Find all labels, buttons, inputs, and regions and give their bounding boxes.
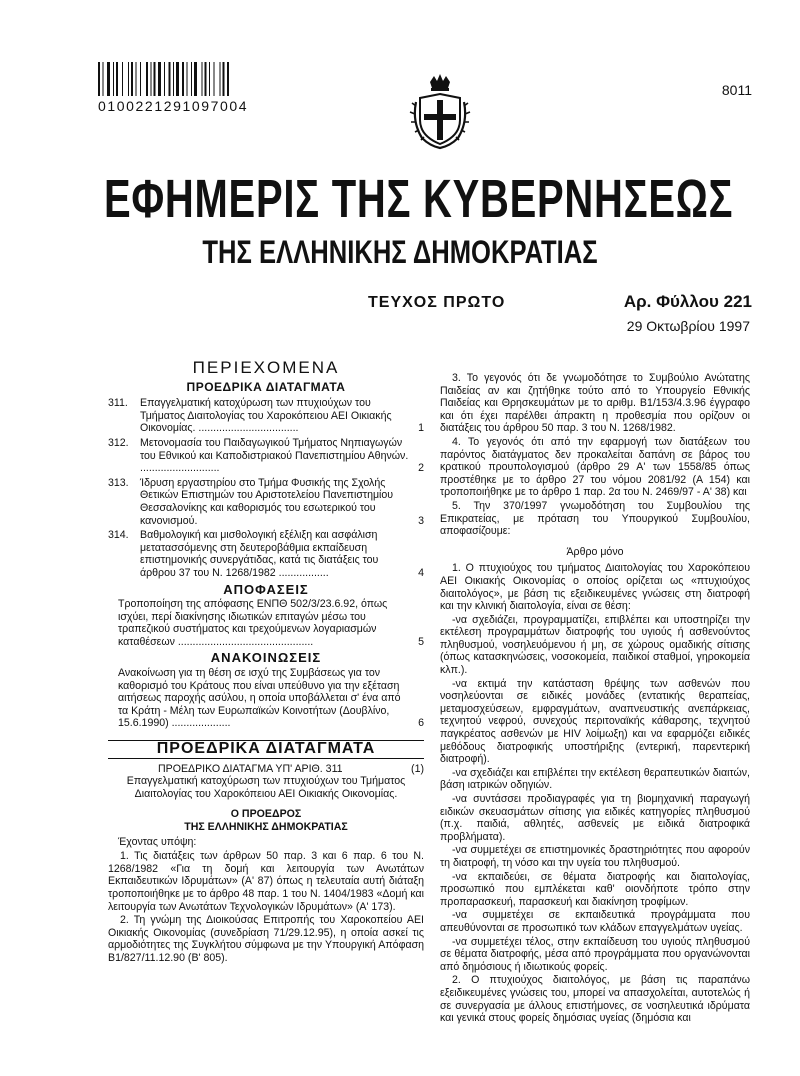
article-paragraph: -να συμμετέχει σε επιστημονικές δραστηριότητες που αφορούν τη διατροφή, τη νόσο και την υγεία του πληθυσμού. (440, 844, 750, 869)
barcode (98, 62, 268, 96)
toc-entry-page: 5 (418, 635, 424, 648)
toc-entry-number: 312. (108, 436, 129, 449)
decree-title: Επαγγελματική κατοχύρωση των πτυχιούχων του Τμήματος Διαιτολογίας του Χαροκόπειου ΑΕΙ Οικιακής Οικονομίας. (126, 775, 406, 800)
contents-heading: ΠΕΡΙΕΧΟΜΕΝΑ (192, 358, 340, 377)
sheet-number: Αρ. Φύλλου 221 (623, 292, 752, 311)
decree-paragraph: 2. Τη γνώμη της Διοικούσας Επιτροπής του Χαροκοπείου ΑΕΙ Οικιακής Οικονομίας (συνεδρίαση 71/29.12.95), η οποία ασκεί τις αρμοδιότητες της Συγκλήτου σύμφωνα με την Υπουργική Απόφαση Β1/827/11.12.90 (Β' 805). (108, 914, 424, 964)
toc-entry-number: 313. (108, 476, 129, 489)
article-paragraph: -να σχεδιάζει και επιβλέπει την εκτέλεση θεραπευτικών διαιτών, βάση ιατρικών οδηγιών. (440, 766, 750, 792)
toc-entry (108, 477, 424, 527)
considering: Έχοντας υπόψη: (118, 835, 197, 848)
article-paragraph: -να συμμετέχει τέλος, στην εκπαίδευση του υγιούς πληθυσμού σε θέματα διατροφής, μέσα από προγράμματα που οργανώνονται από δημόσιους ή ιδιωτικούς φορείς. (440, 935, 750, 973)
gazette-title: ΕΦΗΜΕΡΙΣ ΤΗΣ ΚΥΒΕΡΝΗΣΕΩΣ (104, 169, 734, 229)
toc-entry (108, 598, 424, 648)
decree-paragraph: 1. Τις διατάξεις των άρθρων 50 παρ. 3 και 6 παρ. 6 του Ν. 1268/1982 «Για τη δομή και λειτουργία των Ανωτάτων Εκπαιδευτικών Ιδρυμάτων» (Α' 87) όπως η τελευταία αυτή διάταξη τροποποιήθηκε με το άρθρο 48 παρ. 1 του Ν. 1404/1983 «Δομή και λειτουργία των Ανωτάτων Τεχνολογικών Ιδρυμάτων» (Α' 173). (108, 850, 424, 913)
decree-paragraph: 5. Την 370/1997 γνωμοδότηση του Συμβουλίου της Επικρατείας, με πρόταση του Υπουργικού Συμβουλίου, αποφασίζουμε: (440, 499, 750, 538)
toc-entry-number: 311. (108, 397, 128, 410)
toc-entry-text: Τροποποίηση της απόφασης ΕΝΠΘ 502/3/23.6.92, όπως ισχύει, περί διακίνησης ιδιωτικών επιταγών μέσω του τραπεζικού συστήματος και τρεχούμενων λογαριασμών καταθέσεων .............................................. (118, 598, 388, 648)
decree-number-line (108, 763, 424, 776)
decree-paragraph: 4. Το γεγονός ότι από την εφαρμογή των διατάξεων του παρόντος διατάγματος δεν προκαλείται δαπάνη σε βάρος του κρατικού προυπολογισμού (άρθρο 29 Α' των 1558/85 όπως προστέθηκε με το άρθρο 27 του νόμου 2081/92 (Α 154) και τροποποιήθηκε με το άρθρο 1 παρ. 2α του Ν. 2469/97 - Α' 38) και (440, 435, 750, 499)
issue-label: ΤΕΥΧΟΣ ΠΡΩΤΟ (368, 294, 506, 311)
president-line-2: ΤΗΣ ΕΛΛΗΝΙΚΗΣ ΔΗΜΟΚΡΑΤΙΑΣ (184, 821, 348, 833)
toc-entry (108, 397, 424, 435)
decree-number: ΠΡΟΕΔΡΙΚΟ ΔΙΑΤΑΓΜΑ ΥΠ' ΑΡΙΘ. 311 (158, 762, 343, 775)
left-column (108, 358, 424, 966)
toc-entry-page: 1 (418, 422, 424, 435)
article-paragraph: -να συντάσσει προδιαγραφές για τη βιομηχανική παραγωγή ειδικών σκευασμάτων σίτισης για ειδικές κατηγορίες πληθυσμού (π.χ. παιδιά, αθλητές, ασθενείς με ειδικά διατροφικά προβλήματα). (440, 793, 750, 843)
toc-announcements-heading: ΑΝΑΚΟΙΝΩΣΕΙΣ (210, 650, 322, 666)
toc-entry (108, 529, 424, 579)
issue-date: 29 Οκτωβρίου 1997 (626, 318, 750, 334)
page-number: 8011 (721, 82, 752, 98)
toc-entry-page: 4 (418, 566, 424, 579)
article-heading: Άρθρο μόνο (566, 545, 624, 558)
toc-entry-page: 6 (418, 717, 424, 730)
article-paragraph: -να συμμετέχει σε εκπαιδευτικά προγράμματα που απευθύνονται σε προσωπικό των κλάδων επαγγελμάτων υγείας. (440, 909, 750, 934)
toc-entry-text: Ίδρυση εργαστηρίου στο Τμήμα Φυσικής της Σχολής Θετικών Επιστημών του Αριστοτελείου Πανεπιστημίου Θεσσαλονίκης και καθορισμός του εσωτερικού του κανονισμού. (140, 476, 394, 527)
toc-entry (108, 667, 424, 730)
decrees-section-heading: ΠΡΟΕΔΡΙΚΑ ΔΙΑΤΑΓΜΑΤΑ (108, 740, 424, 759)
toc-entry-page: 2 (418, 462, 424, 475)
toc-entry-text: Μετονομασία του Παιδαγωγικού Τμήματος Νηπιαγωγών του Εθνικού και Καποδιστριακού Πανεπιστημίου Αθηνών. ........................... (140, 436, 409, 475)
article-paragraph: -να σχεδιάζει, προγραμματίζει, επιβλέπει και υποστηρίζει την εκτέλεση προγραμμάτων διατροφής του υγιούς ή ασθενούντος πληθυσμού, νοσηλευόμενου ή μη, σε χώρους ομαδικής σίτισης (όπως κατασκηνώσεις, νοσοκομεία, παιδικοί σταθμοί, γηροκομεία κλπ.). (440, 613, 750, 677)
toc-decisions-heading: ΑΠΟΦΑΣΕΙΣ (223, 581, 309, 597)
article-paragraph: -να εκτιμά την κατάσταση θρέψης των ασθενών που νοσηλεύονται σε ειδικές μονάδες (εντατικής θεραπείας, μεταμοσχεύσεων, εμφραγμάτων, αναπνευστικής ανεπάρκειας, τεχνητού νεφρού, συνεχούς περιτοναϊκής κάθαρσης, τεχνητού παγκρέατος ασθενών με HIV λοίμωξη) και να εφαρμόζει ειδικές μεθόδους διατροφικής υποστήριξης (εντερική, παρεντερική διατροφή). (440, 677, 750, 766)
article-paragraph: 1. Ο πτυχιούχος του τμήματος Διαιτολογίας του Χαροκόπειου ΑΕΙ Οικιακής Οικονομίας ο οποίος ορίζεται ως «πτυχιούχος διαιτολόγος», με βάση τις εξειδικευμένες γνώσεις στη διατροφή και την κλινική διαιτολογία, είναι σε θέση: (440, 562, 750, 613)
toc-entry-page: 3 (418, 514, 424, 527)
toc-decrees-heading: ΠΡΟΕΔΡΙΚΑ ΔΙΑΤΑΓΜΑΤΑ (186, 379, 346, 394)
president-line-1: Ο ΠΡΟΕΔΡΟΣ (230, 808, 302, 821)
toc-entry-text: Επαγγελματική κατοχύρωση των πτυχιούχων του Τμήματος Διαιτολογίας του Χαροκόπειου ΑΕΙ Οικιακής Οικονομίας. .................................. (140, 397, 392, 435)
toc-entry-text: Ανακοίνωση για τη θέση σε ισχύ της Συμβάσεως για τον καθορισμό του Κράτους που είναι υπεύθυνο για την εξέταση αιτήσεως παροχής ασύλου, η οποία υποβάλλεται σ' ένα από τα Κράτη - Μέλη των Ευρωπαϊκών Κοινοτήτων (Δουβλίνο, 15.6.1990) .................... (118, 667, 401, 730)
article-paragraph: -να εκπαιδεύει, σε θέματα διατροφής και διαιτολογίας, προσωπικό που εμπλέκεται καθ' οιονδήποτε τρόπο στην προπαρασκευή, παρασκευή και διακίνηση τροφίμων. (440, 870, 750, 908)
toc-entry (108, 437, 424, 475)
barcode-number: 0100221291097004 (98, 98, 249, 114)
gazette-subtitle: ΤΗΣ ΕΛΛΗΝΙΚΗΣ ΔΗΜΟΚΡΑΤΙΑΣ (202, 234, 598, 270)
decree-paragraph: 3. Το γεγονός ότι δε γνωμοδότησε το Συμβούλιο Ανώτατης Παιδείας αν και ζητήθηκε τούτο από το Υπουργείο Εθνικής Παιδείας και Θρησκευμάτων με το αριθμ. Β1/153/4.3.96 έγγραφο και ότι έχει παρέλθει άπρακτη η προθεσμία που ορίζουν οι διατάξεις του άρθρου 50 παρ. 3 του Ν. 1268/1982. (440, 372, 750, 435)
national-emblem-icon (408, 72, 472, 150)
right-column (440, 372, 750, 1026)
article-paragraph: 2. Ο πτυχιούχος διαιτολόγος, με βάση τις παραπάνω εξειδικευμένες γνώσεις του, μπορεί να απασχολείται, αυτοτελώς ή σε συνεργασία με άλλους επιστήμονες, σε νοσηλευτικά ιδρύματα και γενικά στους φορείς δημόσιας υγείας (δημόσια και (440, 974, 750, 1025)
toc-entry-number: 314. (108, 529, 129, 542)
decree-ref: (1) (411, 762, 424, 775)
toc-entry-text: Βαθμολογική και μισθολογική εξέλιξη και ασφάλιση μετατασσόμενης στη δευτεροβάθμια εκπαίδευση επιστημονικής συνεργάτιδας, κατά τις διατάξεις του άρθρου 37 του Ν. 1268/1982 ................. (140, 529, 379, 579)
